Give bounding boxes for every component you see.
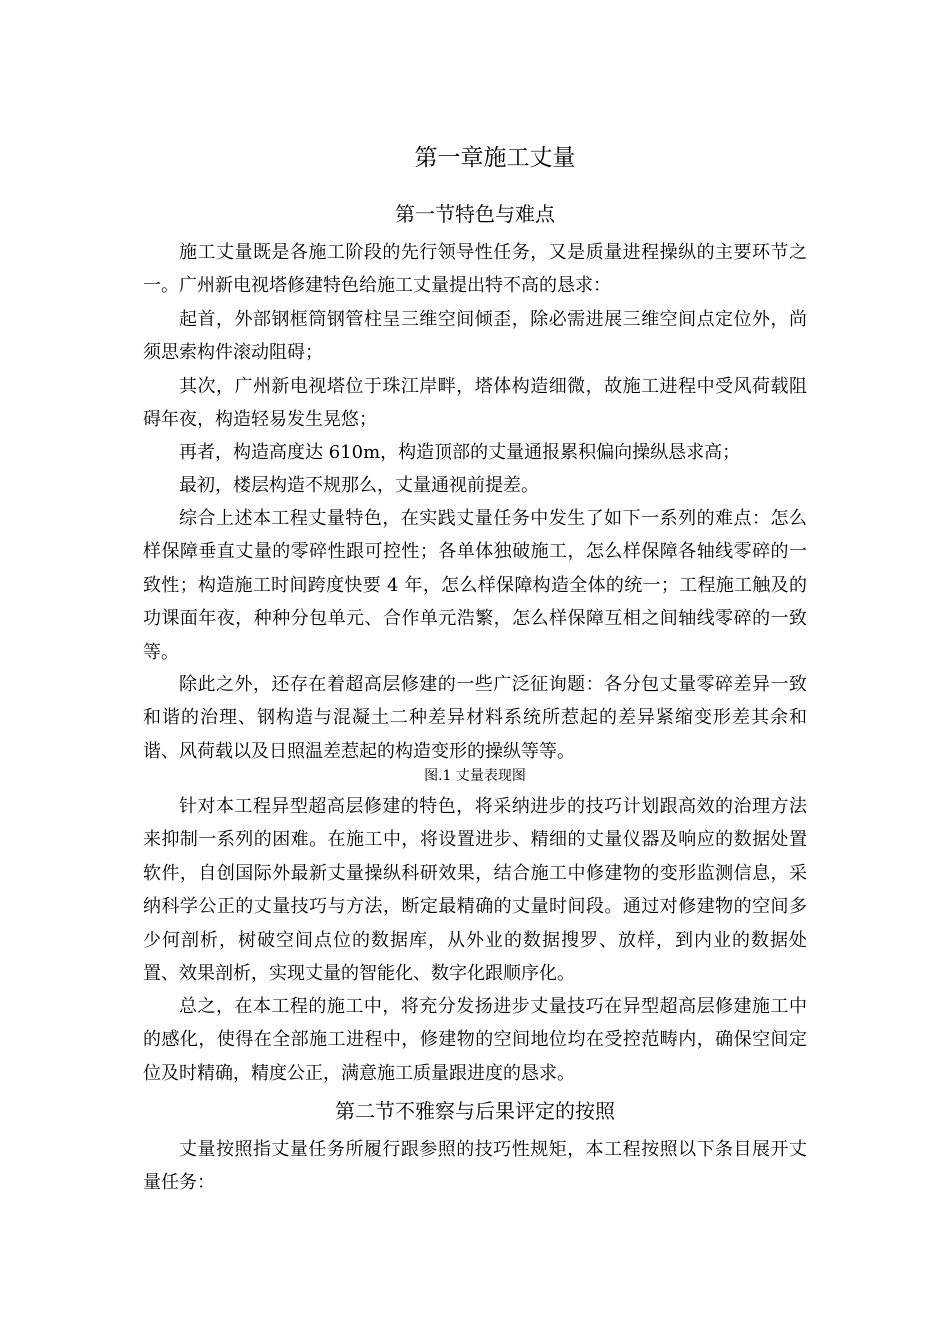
paragraph: 最初，楼层构造不规那么，丈量通视前提差。 [179,475,539,496]
paragraph: 除此之外，还存在着超高层修建的一些广泛征询题：各分包丈量零碎差异一致和谐的治理、钢构造与混凝土二种差异材料系统所惹起的差异紧缩变形差其余和谐、风荷载以及日照温差惹起的构造变形的操纵等等。 [143,674,807,762]
paragraph: 针对本工程异型超高层修建的特色，将采纳进步的技巧计划跟高效的治理方法来抑制一系列的困难。在施工中，将设置进步、精细的丈量仪器及响应的数据处置软件，自创国际外最新丈量操纵科研效果，结合施工中修建物的变形监测信息，采纳科学公正的丈量技巧与方法，断定最精确的丈量时间段。通过对修建物的空间多少何剖析，树破空间点位的数据库，从外业的数据搜罗、放样，到内业的数据处置、效果剖析，实现丈量的智能化、数字化跟顺序化。 [143,796,807,985]
paragraph: 其次，广州新电视塔位于珠江岸畔，塔体构造细微，故施工进程中受风荷载阻碍年夜，构造轻易发生晃悠； [143,376,807,431]
paragraph: 综合上述本工程丈量特色，在实践丈量任务中发生了如下一系列的难点：怎么样保障垂直丈量的零碎性跟可控性；各单体独破施工，怎么样保障各轴线零碎的一致性；构造施工时间跨度快要 4 年，怎么样保障构造全体的统一；工程施工触及的功课面年夜，种种分包单元、合作单元浩繁，怎么样保障互相之间轴线零碎的一致等。 [143,508,807,663]
paragraph: 再者，构造高度达 610m，构造顶部的丈量通报累积偏向操纵恳求高； [179,442,741,463]
paragraph: 丈量按照指丈量任务所履行跟参照的技巧性规矩，本工程按照以下条目展开丈量任务： [143,1139,807,1194]
paragraph: 起首，外部钢框筒钢管柱呈三维空间倾歪，除必需进展三维空间点定位外，尚须思索构件滚动阻碍； [143,309,807,364]
section-title: 第二节不雅察与后果评定的按照 [335,1099,615,1123]
paragraph: 施工丈量既是各施工阶段的先行领导性任务，又是质量进程操纵的主要环节之一。广州新电视塔修建特色给施工丈量提出特不高的恳求： [143,242,807,297]
section-title: 第一节特色与难点 [395,202,555,226]
figure-caption: 图.1 丈量表现图 [424,768,526,784]
chapter-title: 第一章施工丈量 [414,145,576,171]
paragraph: 总之，在本工程的施工中，将充分发扬进步丈量技巧在异型超高层修建施工中的感化，使得在全部施工进程中，修建物的空间地位均在受控范畴内，确保空间定位及时精确，精度公正，满意施工质量跟进度的恳求。 [143,996,807,1084]
